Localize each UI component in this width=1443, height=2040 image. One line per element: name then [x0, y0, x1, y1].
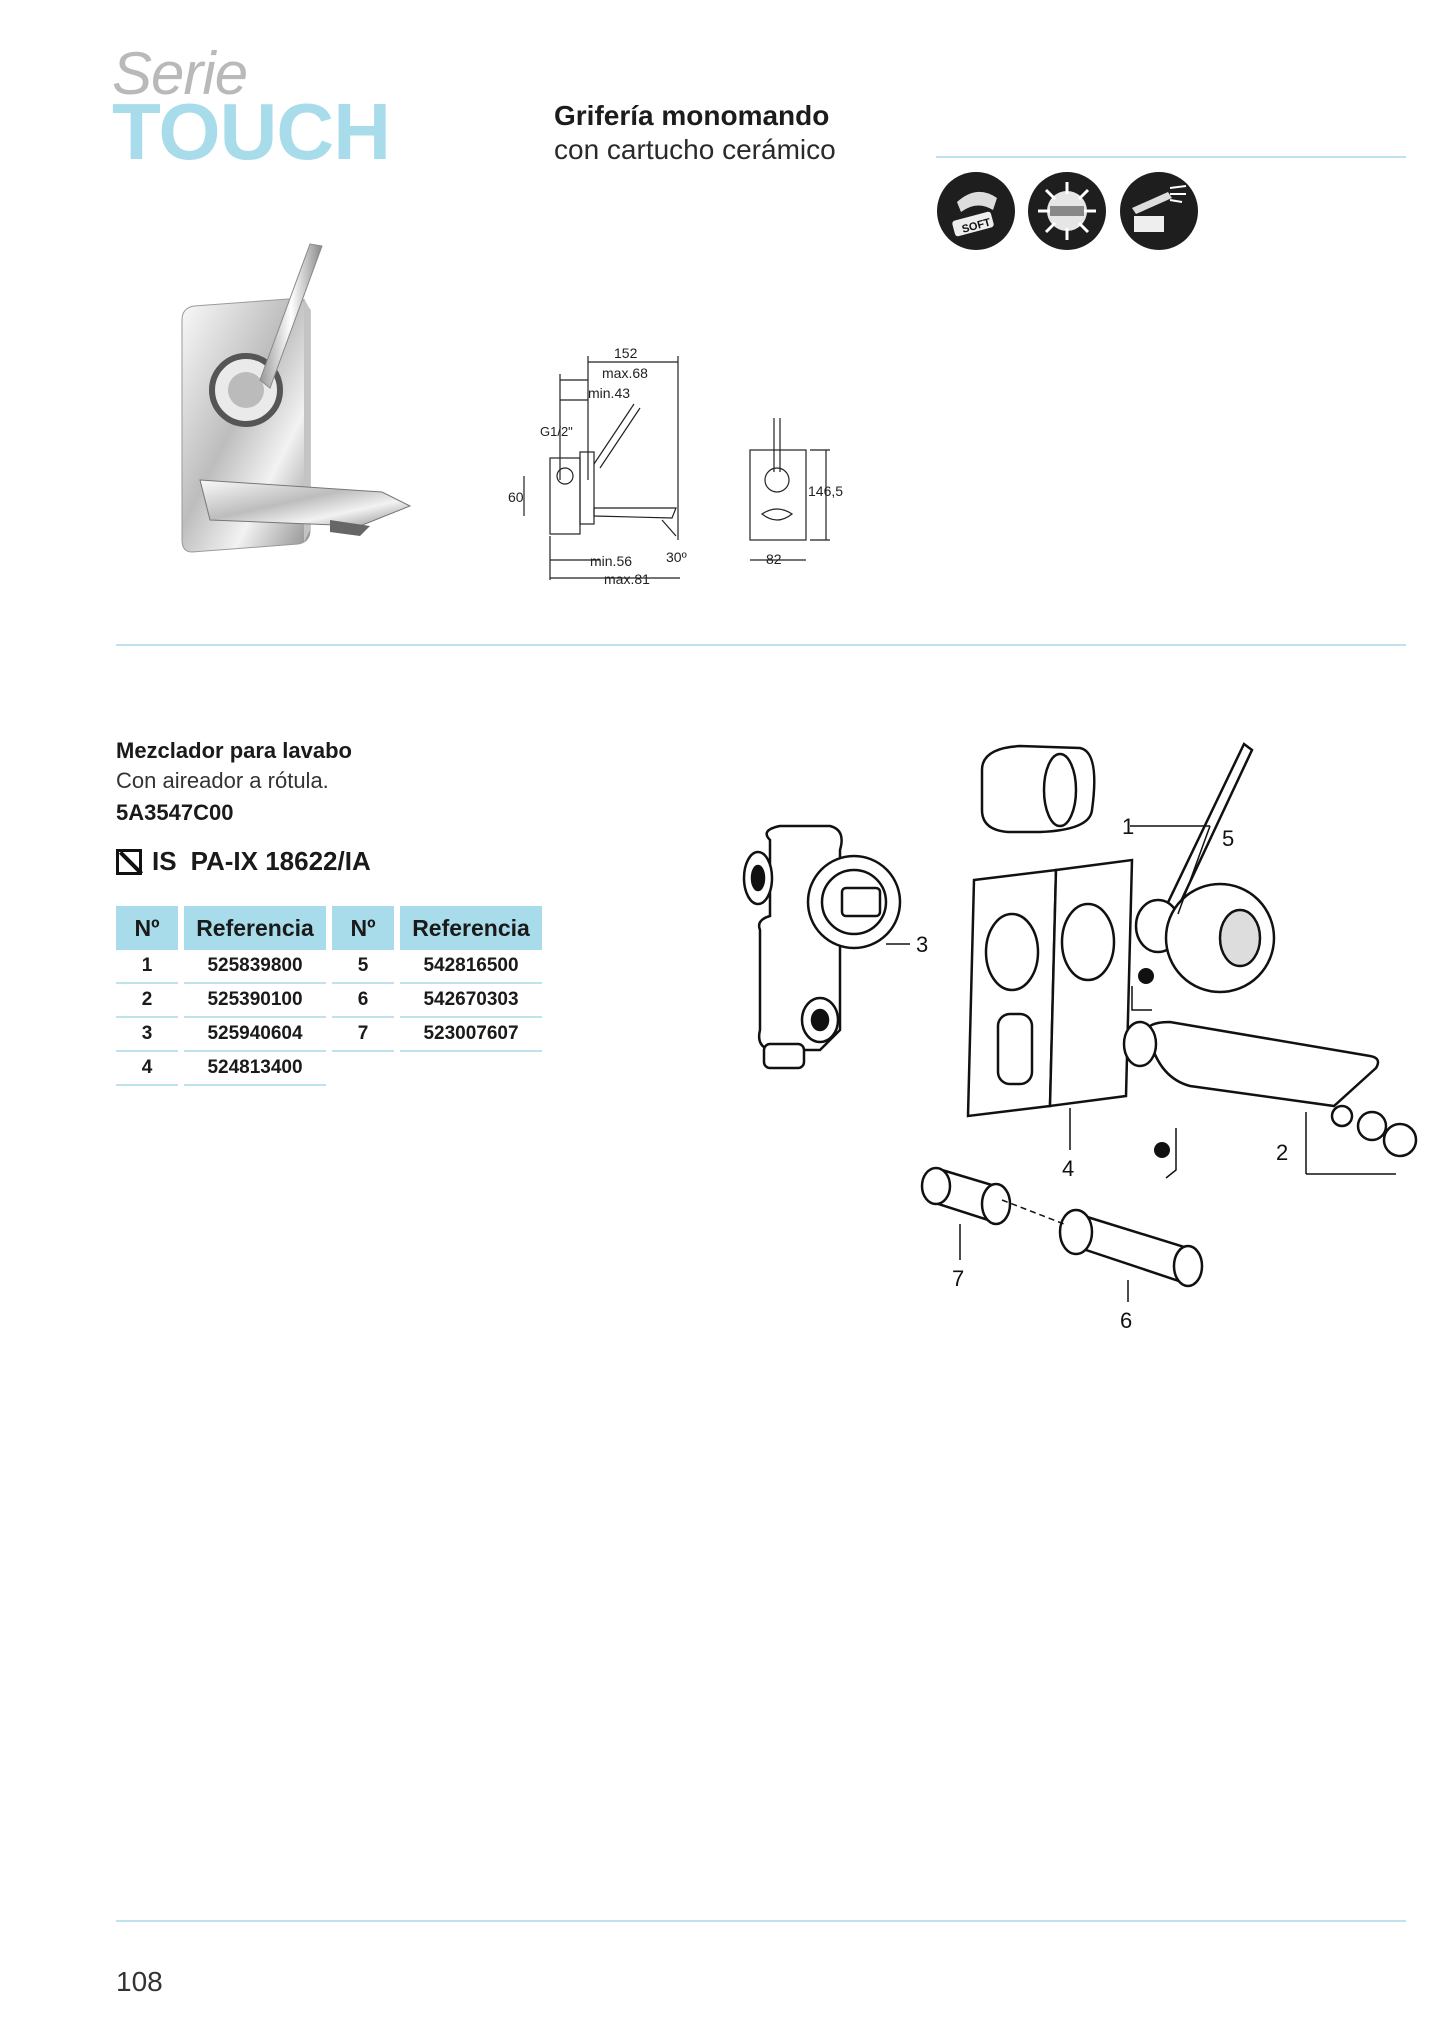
table-cell: 7: [332, 1018, 394, 1052]
table-cell: 6: [332, 984, 394, 1018]
front-view-drawing: [740, 410, 860, 580]
certification-icon: [116, 849, 142, 875]
diagram-label-3: 3: [916, 932, 929, 957]
table-cell: 2: [116, 984, 178, 1018]
diagram-label-7: 7: [952, 1266, 965, 1291]
table-cell: [332, 1052, 394, 1086]
product-description: Con aireador a rótula.: [116, 768, 329, 793]
table-cell: 5: [332, 950, 394, 984]
table-cell: 542816500: [400, 950, 542, 984]
table-header-cell: Nº: [332, 906, 394, 950]
product-photo: [170, 230, 420, 560]
exploded-parts-diagram: [720, 730, 1420, 1350]
dim-max81: max.81: [604, 571, 650, 587]
table-cell: 4: [116, 1052, 178, 1086]
dim-max68: max.68: [602, 365, 648, 381]
certification-prefix: IS: [152, 846, 177, 876]
dim-min56: min.56: [590, 553, 633, 569]
table-row: [116, 1052, 542, 1086]
table-row: [116, 950, 542, 984]
diagram-label-4: 4: [1062, 1156, 1075, 1181]
table-row: [116, 984, 542, 1018]
side-view-drawing: [510, 340, 710, 600]
table-header-row: [116, 906, 542, 950]
soft-closing-icon: [937, 172, 1015, 250]
table-cell: 1: [116, 950, 178, 984]
table-cell: [400, 1052, 542, 1086]
section-divider: [116, 644, 1406, 646]
table-row: [116, 1018, 542, 1052]
table-cell: 525390100: [184, 984, 326, 1018]
table-cell: 542670303: [400, 984, 542, 1018]
dim-angle: 30º: [666, 549, 687, 565]
table-cell: 3: [116, 1018, 178, 1052]
header-divider: [936, 156, 1406, 158]
certification: [116, 846, 371, 877]
dim-82: 82: [766, 551, 782, 567]
table-cell: 523007607: [400, 1018, 542, 1052]
product-code: 5A3547C00: [116, 800, 234, 825]
certification-number: PA-IX 18622/IA: [190, 846, 371, 876]
light-flow-icon: [1028, 172, 1106, 250]
table-cell: 525940604: [184, 1018, 326, 1052]
product-name: Mezclador para lavabo: [116, 738, 352, 763]
series-brand: TOUCH: [112, 87, 390, 176]
dim-152: 152: [614, 345, 638, 361]
page-subtitle: con cartucho cerámico: [554, 134, 836, 165]
table-header-cell: Referencia: [400, 906, 542, 950]
series-label: Serie: [112, 40, 248, 107]
svg-text:SOFT: SOFT: [960, 216, 993, 236]
diagram-label-6: 6: [1120, 1308, 1133, 1333]
dim-60: 60: [508, 489, 524, 505]
table-header-cell: Nº: [116, 906, 178, 950]
page-title: Grifería monomando: [554, 100, 830, 131]
dim-thread: G1/2": [540, 424, 573, 439]
diagram-label-5: 5: [1222, 826, 1235, 851]
page-number: 108: [116, 1966, 163, 1997]
table-cell: 525839800: [184, 950, 326, 984]
table-cell: 524813400: [184, 1052, 326, 1086]
dim-min43: min.43: [588, 385, 631, 401]
dim-146-5: 146,5: [808, 483, 844, 499]
flow-percentage-icon: [1120, 172, 1198, 250]
diagram-label-2: 2: [1276, 1140, 1289, 1165]
footer-divider: [116, 1920, 1406, 1922]
reference-table: [110, 906, 548, 1086]
table-header-cell: Referencia: [184, 906, 326, 950]
diagram-label-1: 1: [1122, 814, 1135, 839]
